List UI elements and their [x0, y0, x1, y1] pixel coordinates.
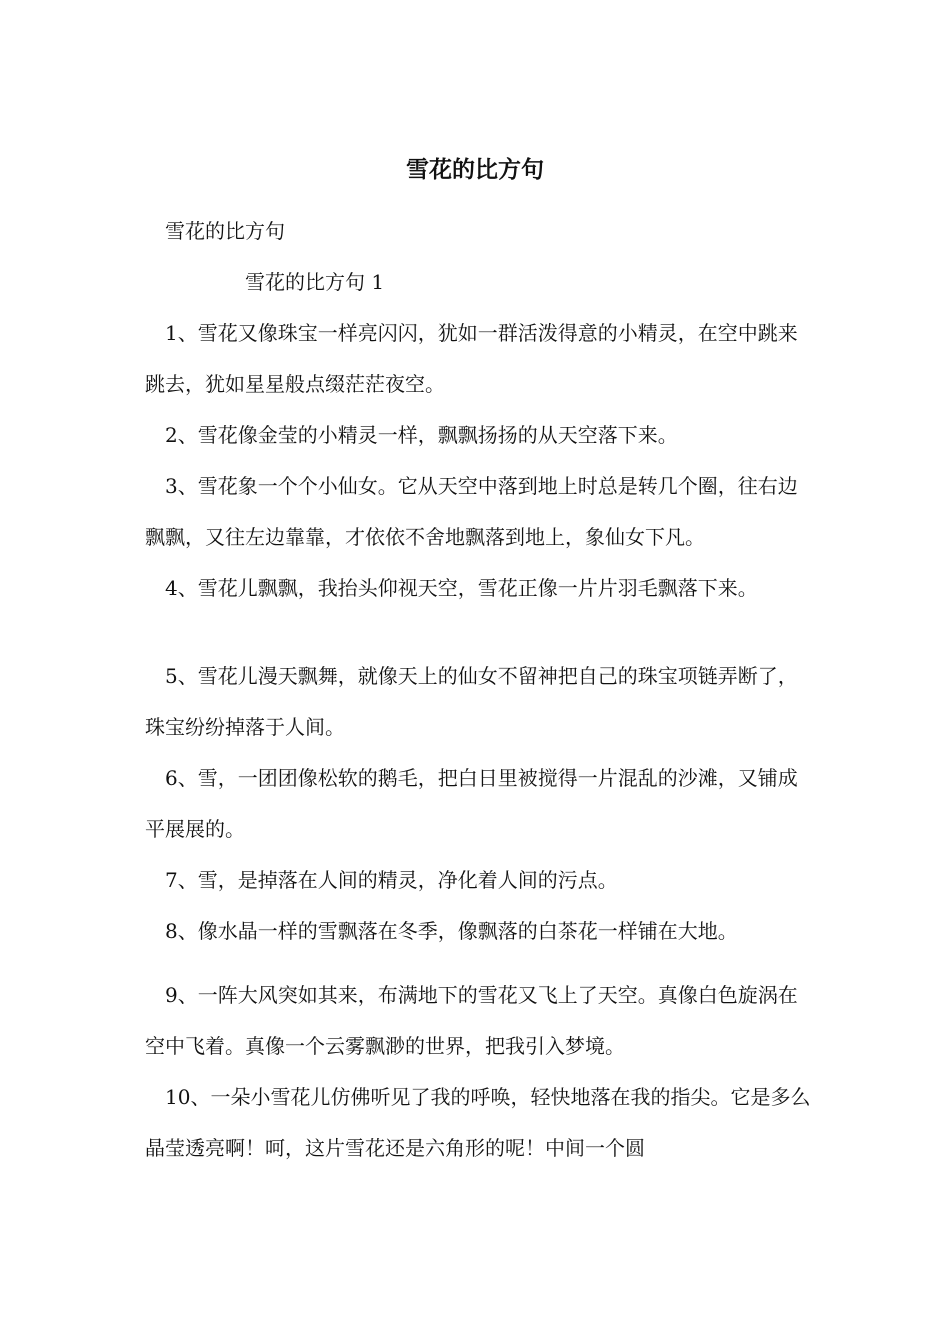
list-item: 5、雪花儿漫天飘舞，就像天上的仙女不留神把自己的珠宝项链弄断了，珠宝纷纷掉落于人间。: [145, 664, 798, 739]
document-subtitle: 雪花的比方句: [165, 219, 285, 243]
list-item: 2、雪花像金莹的小精灵一样，飘飘扬扬的从天空落下来。: [165, 423, 678, 447]
paragraph-gap: [145, 614, 815, 651]
list-item: 7、雪，是掉落在人间的精灵，净化着人间的污点。: [165, 868, 618, 892]
paragraph-gap: [145, 957, 815, 970]
list-item: 10、一朵小雪花儿仿佛听见了我的呼唤，轻快地落在我的指尖。它是多么晶莹透亮啊！呵，这片雪花还是六角形的呢！中间一个圆: [145, 1085, 811, 1160]
document-body: [145, 206, 815, 1174]
list-item: 8、像水晶一样的雪飘落在冬季，像飘落的白茶花一样铺在大地。: [165, 919, 738, 943]
list-item: 3、雪花象一个个小仙女。它从天空中落到地上时总是转几个圈，往右边飘飘，又往左边靠靠，才依依不舍地飘落到地上，象仙女下凡。: [145, 474, 798, 549]
document-title: 雪花的比方句: [406, 157, 544, 183]
list-item: 4、雪花儿飘飘，我抬头仰视天空，雪花正像一片片羽毛飘落下来。: [165, 576, 758, 600]
list-item: 6、雪，一团团像松软的鹅毛，把白日里被搅得一片混乱的沙滩，又铺成平展展的。: [145, 766, 798, 841]
section-heading: 雪花的比方句 1: [245, 270, 385, 294]
list-item: 9、一阵大风突如其来，布满地下的雪花又飞上了天空。真像白色旋涡在空中飞着。真像一个云雾飘渺的世界，把我引入梦境。: [145, 983, 798, 1058]
list-item: 1、雪花又像珠宝一样亮闪闪，犹如一群活泼得意的小精灵，在空中跳来跳去，犹如星星般点缀茫茫夜空。: [145, 321, 798, 396]
